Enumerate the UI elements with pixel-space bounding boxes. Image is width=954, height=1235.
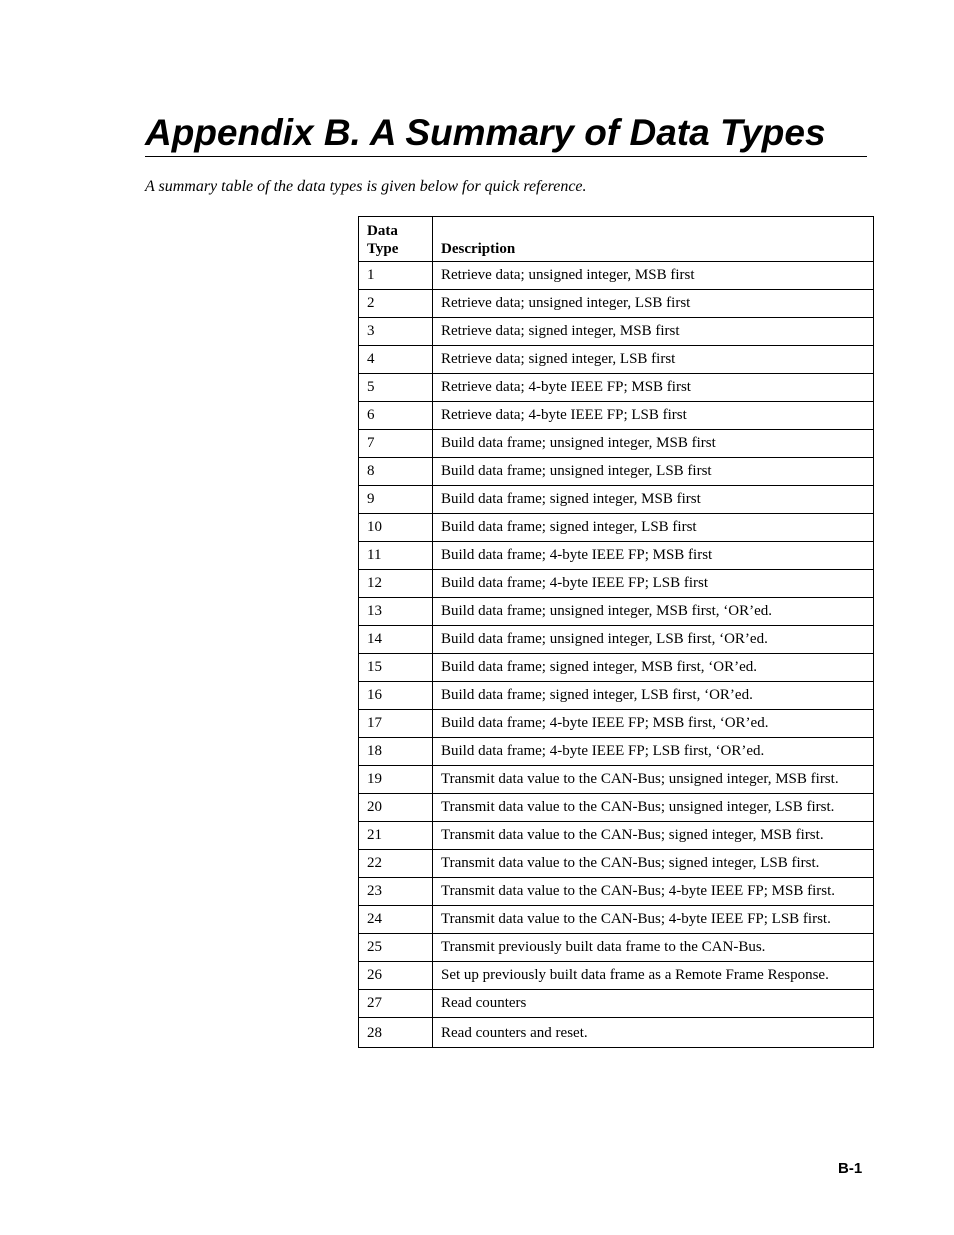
cell-description: Build data frame; signed integer, LSB first xyxy=(433,514,874,542)
table-row xyxy=(359,990,874,1018)
header-data-type xyxy=(359,217,433,262)
cell-data-type: 10 xyxy=(359,514,433,542)
cell-data-type: 8 xyxy=(359,458,433,486)
cell-description: Build data frame; unsigned integer, LSB first xyxy=(433,458,874,486)
cell-description: Retrieve data; 4-byte IEEE FP; LSB first xyxy=(433,402,874,430)
table-row xyxy=(359,486,874,514)
cell-description: Retrieve data; signed integer, LSB first xyxy=(433,346,874,374)
cell-data-type: 13 xyxy=(359,598,433,626)
cell-description: Build data frame; 4-byte IEEE FP; LSB first, ‘OR’ed. xyxy=(433,738,874,766)
table-row xyxy=(359,738,874,766)
table-row xyxy=(359,766,874,794)
table-row xyxy=(359,710,874,738)
cell-data-type: 11 xyxy=(359,542,433,570)
cell-data-type: 17 xyxy=(359,710,433,738)
table-row xyxy=(359,318,874,346)
cell-data-type: 3 xyxy=(359,318,433,346)
cell-data-type: 5 xyxy=(359,374,433,402)
page-title: Appendix B. A Summary of Data Types xyxy=(145,112,867,157)
table-row xyxy=(359,262,874,290)
intro-text: A summary table of the data types is given below for quick reference. xyxy=(145,178,587,195)
cell-description: Read counters and reset. xyxy=(433,1018,874,1048)
table-row xyxy=(359,682,874,710)
table-row xyxy=(359,458,874,486)
header-description: Description xyxy=(433,217,874,262)
table-row xyxy=(359,346,874,374)
cell-description: Build data frame; 4-byte IEEE FP; MSB first, ‘OR’ed. xyxy=(433,710,874,738)
table-row xyxy=(359,570,874,598)
cell-data-type: 26 xyxy=(359,962,433,990)
table-row xyxy=(359,654,874,682)
table-row xyxy=(359,878,874,906)
cell-description: Transmit previously built data frame to the CAN-Bus. xyxy=(433,934,874,962)
cell-data-type: 20 xyxy=(359,794,433,822)
table-row xyxy=(359,598,874,626)
cell-description: Build data frame; signed integer, MSB first xyxy=(433,486,874,514)
cell-description: Transmit data value to the CAN-Bus; 4-byte IEEE FP; LSB first. xyxy=(433,906,874,934)
cell-description: Read counters xyxy=(433,990,874,1018)
header-data-type-line2: Type xyxy=(367,241,399,257)
table-row xyxy=(359,402,874,430)
cell-description: Transmit data value to the CAN-Bus; unsigned integer, MSB first. xyxy=(433,766,874,794)
cell-data-type: 28 xyxy=(359,1018,433,1048)
cell-description: Set up previously built data frame as a Remote Frame Response. xyxy=(433,962,874,990)
cell-data-type: 21 xyxy=(359,822,433,850)
cell-data-type: 9 xyxy=(359,486,433,514)
table-row xyxy=(359,794,874,822)
cell-data-type: 25 xyxy=(359,934,433,962)
table-row xyxy=(359,850,874,878)
cell-data-type: 22 xyxy=(359,850,433,878)
table-row xyxy=(359,542,874,570)
cell-description: Retrieve data; signed integer, MSB first xyxy=(433,318,874,346)
table-row xyxy=(359,822,874,850)
cell-data-type: 14 xyxy=(359,626,433,654)
cell-description: Build data frame; 4-byte IEEE FP; LSB first xyxy=(433,570,874,598)
table-row xyxy=(359,514,874,542)
cell-description: Transmit data value to the CAN-Bus; signed integer, MSB first. xyxy=(433,822,874,850)
cell-data-type: 6 xyxy=(359,402,433,430)
cell-description: Retrieve data; unsigned integer, MSB first xyxy=(433,262,874,290)
table-row xyxy=(359,934,874,962)
cell-description: Build data frame; signed integer, LSB first, ‘OR’ed. xyxy=(433,682,874,710)
cell-description: Transmit data value to the CAN-Bus; 4-byte IEEE FP; MSB first. xyxy=(433,878,874,906)
table-row xyxy=(359,906,874,934)
data-types-table xyxy=(358,216,874,1048)
cell-description: Build data frame; 4-byte IEEE FP; MSB first xyxy=(433,542,874,570)
cell-data-type: 2 xyxy=(359,290,433,318)
table-header-row xyxy=(359,217,874,262)
cell-data-type: 7 xyxy=(359,430,433,458)
cell-description: Transmit data value to the CAN-Bus; unsigned integer, LSB first. xyxy=(433,794,874,822)
table-row xyxy=(359,374,874,402)
cell-data-type: 16 xyxy=(359,682,433,710)
cell-description: Build data frame; signed integer, MSB first, ‘OR’ed. xyxy=(433,654,874,682)
cell-data-type: 1 xyxy=(359,262,433,290)
cell-data-type: 4 xyxy=(359,346,433,374)
table-row xyxy=(359,626,874,654)
cell-data-type: 15 xyxy=(359,654,433,682)
cell-data-type: 18 xyxy=(359,738,433,766)
cell-description: Build data frame; unsigned integer, MSB first xyxy=(433,430,874,458)
cell-data-type: 23 xyxy=(359,878,433,906)
cell-description: Retrieve data; 4-byte IEEE FP; MSB first xyxy=(433,374,874,402)
cell-description: Build data frame; unsigned integer, LSB first, ‘OR’ed. xyxy=(433,626,874,654)
table-body xyxy=(359,262,874,1048)
cell-data-type: 12 xyxy=(359,570,433,598)
cell-description: Retrieve data; unsigned integer, LSB first xyxy=(433,290,874,318)
cell-data-type: 19 xyxy=(359,766,433,794)
table-row xyxy=(359,290,874,318)
table-row xyxy=(359,962,874,990)
cell-description: Build data frame; unsigned integer, MSB first, ‘OR’ed. xyxy=(433,598,874,626)
header-data-type-line1: Data xyxy=(367,223,398,239)
table-row xyxy=(359,430,874,458)
page-number: B-1 xyxy=(838,1160,863,1177)
cell-data-type: 27 xyxy=(359,990,433,1018)
cell-data-type: 24 xyxy=(359,906,433,934)
table-row xyxy=(359,1018,874,1048)
cell-description: Transmit data value to the CAN-Bus; signed integer, LSB first. xyxy=(433,850,874,878)
